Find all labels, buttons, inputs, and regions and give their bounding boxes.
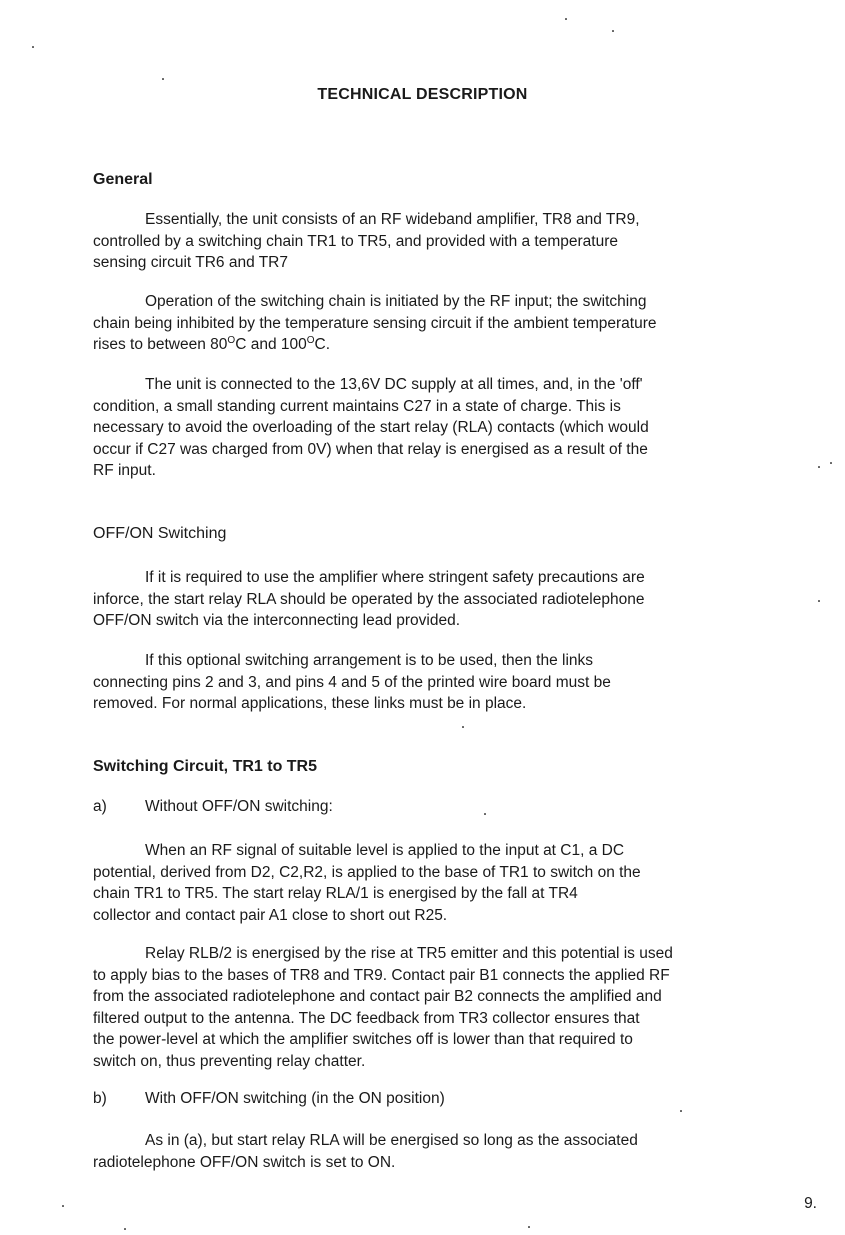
switching-a-paragraph-2-text: Relay RLB/2 is energised by the rise at TR5 emitter and this potential is used to apply bias to the bases of TR8 and TR9. Contact pair B1 connects the applied RF from the associated radiotelephone and contact pair B2 connects the amplified and filtered output to the antenna. The DC feedback from TR3 collector ensures that the power-level at which the amplifier switches off is lower than that required to switch on, thus preventing relay chatter. bbox=[93, 945, 673, 1070]
page-title: TECHNICAL DESCRIPTION bbox=[317, 86, 528, 103]
scan-speck bbox=[62, 1205, 64, 1207]
list-label-a: a) bbox=[93, 798, 107, 815]
list-label-b: b) bbox=[93, 1090, 107, 1107]
scan-speck bbox=[818, 600, 820, 602]
off-on-paragraph-2 bbox=[93, 650, 793, 715]
scan-speck bbox=[484, 813, 486, 815]
list-title-a: Without OFF/ON switching: bbox=[145, 798, 333, 815]
switching-a-paragraph-1-text: When an RF signal of suitable level is applied to the input at C1, a DC potential, derived from D2, C2,R2, is applied to the base of TR1 to switch on the chain TR1 to TR5. The start relay RLA/1 is energised by the fall at TR4 collector and contact pair A1 close to short out R25. bbox=[93, 842, 641, 924]
section-heading-general: General bbox=[93, 171, 153, 188]
scan-speck bbox=[565, 18, 567, 20]
scan-speck bbox=[830, 462, 832, 464]
degree-symbol: O bbox=[227, 334, 236, 346]
general-paragraph-2-text-a: Operation of the switching chain is initiated by the RF input; the switching chain being inhibited by the temperature sensing circuit if the ambient temperature rises to between 80 bbox=[93, 293, 657, 353]
switching-a-paragraph-1 bbox=[93, 840, 793, 926]
general-paragraph-2-text-b: C and 100 bbox=[235, 336, 307, 353]
general-paragraph-3 bbox=[93, 374, 793, 482]
scan-speck bbox=[680, 1110, 682, 1112]
off-on-paragraph-1 bbox=[93, 567, 793, 632]
section-heading-off-on: OFF/ON Switching bbox=[93, 525, 227, 542]
degree-symbol: O bbox=[306, 334, 315, 346]
scan-speck bbox=[462, 726, 464, 728]
general-paragraph-1 bbox=[93, 209, 793, 274]
general-paragraph-3-text: The unit is connected to the 13,6V DC supply at all times, and, in the 'off' condition, a small standing current maintains C27 in a state of charge. This is necessary to avoid the overloading of the start relay (RLA) contacts (which would occur if C27 was charged from 0V) when that relay is energised as a result of the RF input. bbox=[93, 376, 649, 479]
off-on-paragraph-2-text: If this optional switching arrangement is to be used, then the links connecting pins 2 and 3, and pins 4 and 5 of the printed wire board must be removed. For normal applications, these links must be in place. bbox=[93, 652, 611, 712]
scan-speck bbox=[612, 30, 614, 32]
switching-b-paragraph-1-text: As in (a), but start relay RLA will be energised so long as the associated radiotelephone OFF/ON switch is set to ON. bbox=[93, 1132, 638, 1171]
scan-speck bbox=[818, 466, 820, 468]
general-paragraph-2 bbox=[93, 291, 793, 356]
general-paragraph-2-text-c: C. bbox=[314, 336, 331, 353]
scan-speck bbox=[162, 78, 164, 80]
scan-speck bbox=[124, 1228, 126, 1230]
off-on-paragraph-1-text: If it is required to use the amplifier where stringent safety precautions are inforce, the start relay RLA should be operated by the associated radiotelephone OFF/ON switch via the interconnecting lead provided. bbox=[93, 569, 645, 629]
list-title-b: With OFF/ON switching (in the ON position) bbox=[145, 1090, 445, 1107]
switching-b-paragraph-1 bbox=[93, 1130, 793, 1173]
general-paragraph-1-text: Essentially, the unit consists of an RF wideband amplifier, TR8 and TR9, controlled by a switching chain TR1 to TR5, and provided with a temperature sensing circuit TR6 and TR7 bbox=[93, 211, 640, 271]
scan-speck bbox=[32, 46, 34, 48]
section-heading-switching-circuit: Switching Circuit, TR1 to TR5 bbox=[93, 758, 318, 775]
scan-speck bbox=[528, 1226, 530, 1228]
switching-a-paragraph-2 bbox=[93, 943, 793, 1072]
page-number: 9. bbox=[804, 1195, 817, 1212]
